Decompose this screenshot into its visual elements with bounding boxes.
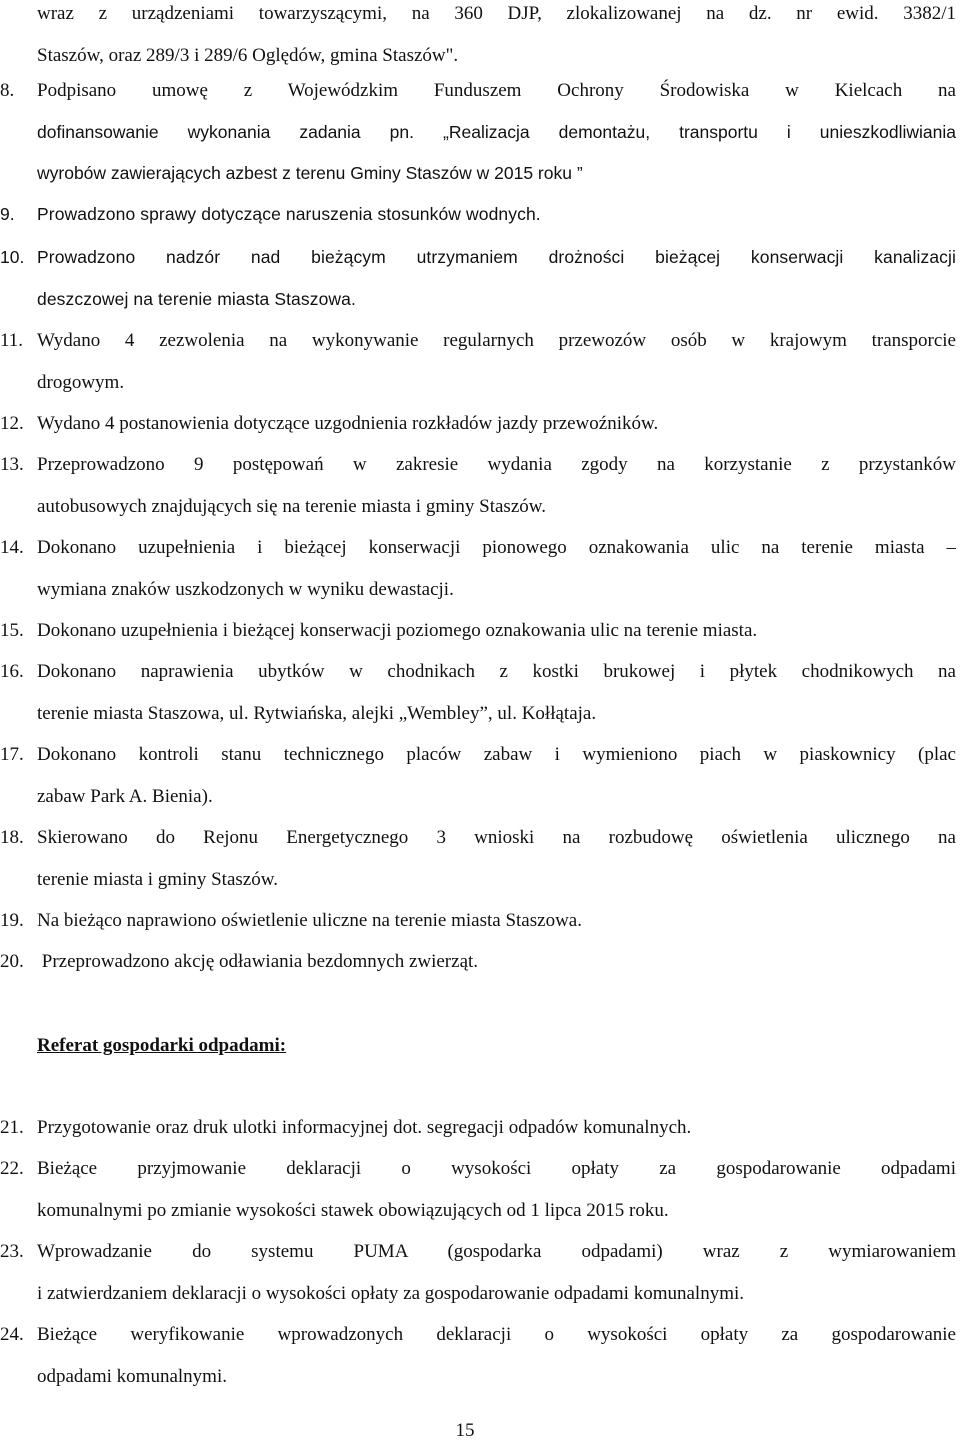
item-line: Dokonano kontroli stanu technicznego placów zabaw i wymieniono piach w piaskownicy (plac: [37, 744, 956, 765]
item-number: 9.: [0, 204, 15, 224]
item-number: 19.: [0, 910, 24, 931]
item-number: 22.: [0, 1158, 24, 1179]
item-line: Dokonano uzupełnienia i bieżącej konserwacji poziomego oznakowania ulic na terenie miasta.: [37, 620, 758, 641]
item-line: Podpisano umowę z Wojewódzkim Funduszem Ochrony Środowiska w Kielcach na: [37, 80, 956, 101]
item-line: terenie miasta Staszowa, ul. Rytwiańska, alejki „Wembley”, ul. Kołłątaja.: [37, 702, 597, 724]
item-line: autobusowych znajdujących się na terenie miasta i gminy Staszów.: [37, 495, 546, 517]
item-line: zabaw Park A. Bienia).: [37, 785, 213, 807]
item-line: Wydano 4 postanowienia dotyczące uzgodnienia rozkładów jazdy przewoźników.: [37, 413, 659, 434]
item-line: Wydano 4 zezwolenia na wykonywanie regularnych przewozów osób w krajowym transporcie: [37, 330, 956, 351]
item-line: Wprowadzanie do systemu PUMA (gospodarka odpadami) wraz z wymiarowaniem: [37, 1241, 956, 1262]
item-line: Dokonano uzupełnienia i bieżącej konserwacji pionowego oznakowania ulic na terenie miasta –: [37, 537, 956, 558]
item-line: Na bieżąco naprawiono oświetlenie uliczne na terenie miasta Staszowa.: [37, 910, 582, 931]
item-line: deszczowej na terenie miasta Staszowa.: [37, 288, 356, 309]
item-number: 23.: [0, 1241, 24, 1262]
item-number: 13.: [0, 454, 24, 475]
item-number: 16.: [0, 661, 24, 682]
item-number: 12.: [0, 413, 24, 434]
item-line: Przygotowanie oraz druk ulotki informacyjnej dot. segregacji odpadów komunalnych.: [37, 1117, 692, 1138]
item-line: Dokonano naprawienia ubytków w chodnikach z kostki brukowej i płytek chodnikowych na: [37, 661, 956, 682]
item-number: 11.: [0, 330, 24, 351]
item-number: 18.: [0, 827, 24, 848]
item-line: Bieżące przyjmowanie deklaracji o wysokości opłaty za gospodarowanie odpadami: [37, 1158, 956, 1179]
item-number: 20.: [0, 951, 24, 972]
item-line: Skierowano do Rejonu Energetycznego 3 wnioski na rozbudowę oświetlenia ulicznego na: [37, 827, 956, 848]
item-line: odpadami komunalnymi.: [37, 1365, 227, 1387]
continuation-line-1: wraz z urządzeniami towarzyszącymi, na 360 DJP, zlokalizowanej na dz. nr ewid. 3382/1: [37, 3, 956, 24]
item-line: komunalnymi po zmianie wysokości stawek obowiązujących od 1 lipca 2015 roku.: [37, 1199, 669, 1221]
item-number: 15.: [0, 620, 24, 641]
item-number: 21.: [0, 1117, 24, 1138]
item-line: Bieżące weryfikowanie wprowadzonych deklaracji o wysokości opłaty za gospodarowanie: [37, 1324, 956, 1345]
item-line: terenie miasta i gminy Staszów.: [37, 868, 278, 890]
item-number: 14.: [0, 537, 24, 558]
item-number: 24.: [0, 1324, 24, 1345]
continuation-line-2: Staszów, oraz 289/3 i 289/6 Oględów, gmina Staszów".: [37, 44, 459, 66]
section-heading: Referat gospodarki odpadami:: [37, 1035, 287, 1056]
item-line: wymiana znaków uszkodzonych w wyniku dewastacji.: [37, 578, 454, 600]
item-line: wyrobów zawierających azbest z terenu Gminy Staszów w 2015 roku ”: [37, 163, 583, 183]
item-line: Przeprowadzono akcję odławiania bezdomnych zwierząt.: [37, 951, 479, 972]
item-line: Prowadzono nadzór nad bieżącym utrzymaniem drożności bieżącej konserwacji kanalizacji: [37, 247, 956, 267]
item-number: 17.: [0, 744, 24, 765]
item-line: Prowadzono sprawy dotyczące naruszenia stosunków wodnych.: [37, 204, 541, 224]
item-line: dofinansowanie wykonania zadania pn. „Realizacja demontażu, transportu i unieszkodliwiania: [37, 121, 956, 142]
page-number: 15: [455, 1420, 475, 1441]
item-line: Przeprowadzono 9 postępowań w zakresie wydania zgody na korzystanie z przystanków: [37, 454, 956, 475]
item-line: i zatwierdzaniem deklaracji o wysokości opłaty za gospodarowanie odpadami komunalnymi.: [37, 1282, 745, 1304]
item-number: 10.: [0, 247, 25, 267]
item-number: 8.: [0, 80, 15, 101]
item-line: drogowym.: [37, 371, 125, 393]
